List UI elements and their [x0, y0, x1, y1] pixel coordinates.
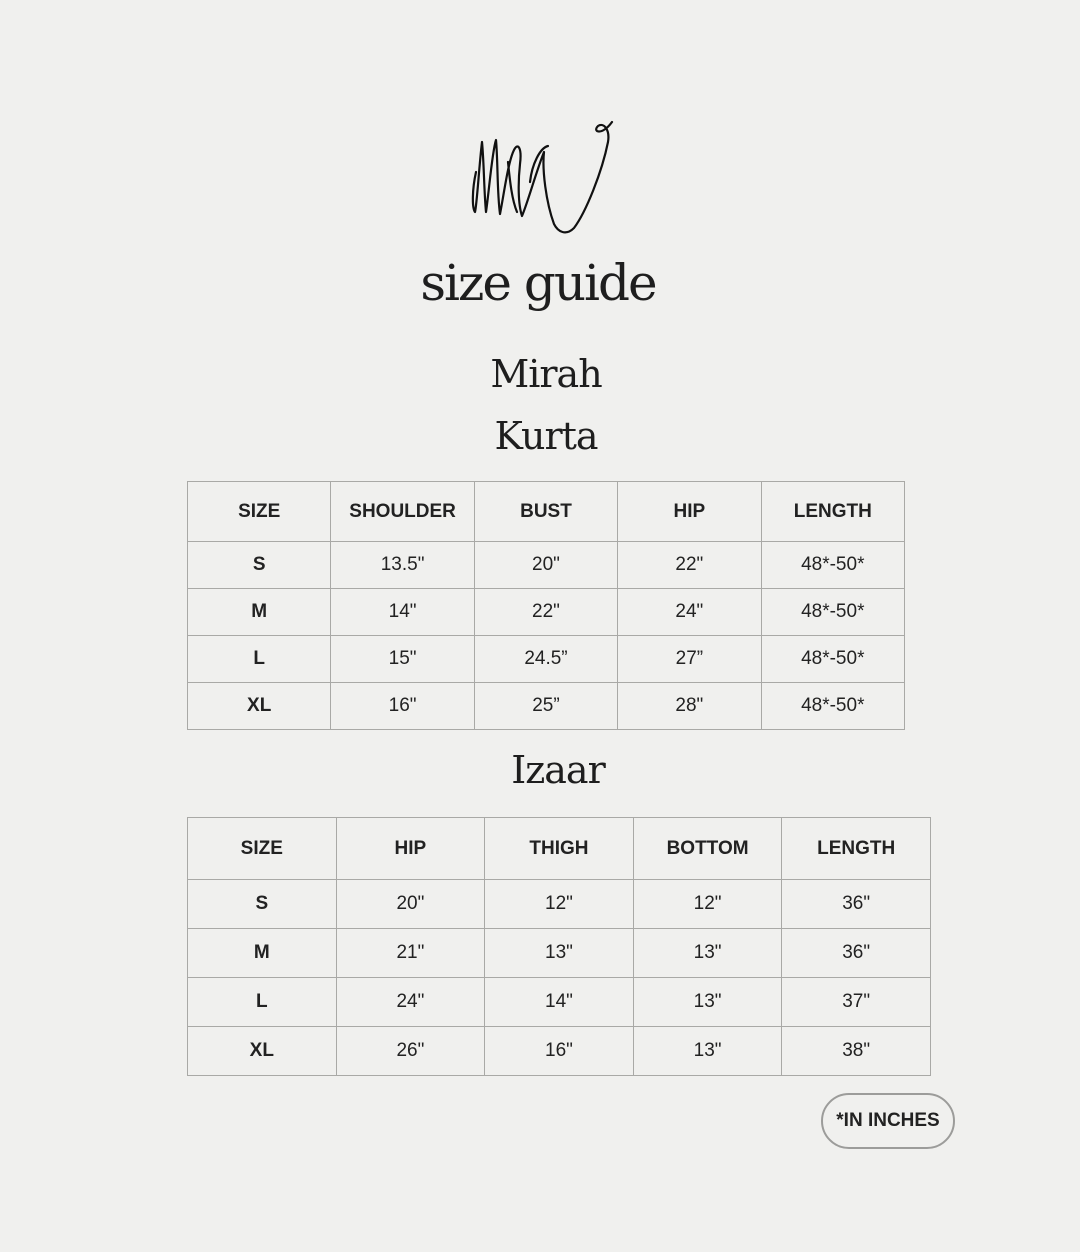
table-row: [188, 589, 905, 636]
table-cell: 21": [336, 929, 485, 978]
table-cell: 28": [618, 683, 761, 730]
column-header: HIP: [336, 818, 485, 880]
size-label: L: [188, 978, 337, 1027]
table-cell: 12": [633, 880, 782, 929]
table-cell: 16": [331, 683, 474, 730]
table-cell: 15": [331, 636, 474, 683]
collection-name: Mirah: [490, 352, 602, 396]
brand-signature-logo: [462, 112, 622, 242]
table-cell: 25”: [474, 683, 617, 730]
size-label: M: [188, 929, 337, 978]
table-cell: 12": [485, 880, 634, 929]
table-cell: 48*-50*: [761, 589, 904, 636]
column-header: SHOULDER: [331, 482, 474, 542]
table-cell: 14": [331, 589, 474, 636]
table-cell: 36": [782, 929, 931, 978]
units-note-badge: *IN INCHES: [821, 1093, 955, 1149]
table-cell: 14": [485, 978, 634, 1027]
column-header: SIZE: [188, 482, 331, 542]
izaar-size-table: [187, 817, 931, 1076]
table-cell: 24": [336, 978, 485, 1027]
kurta-size-table: [187, 481, 905, 730]
table-cell: 38": [782, 1027, 931, 1076]
table-cell: 22": [474, 589, 617, 636]
table-cell: 36": [782, 880, 931, 929]
table-cell: 13": [633, 1027, 782, 1076]
table-cell: 48*-50*: [761, 542, 904, 589]
table-cell: 48*-50*: [761, 683, 904, 730]
table-cell: 24.5”: [474, 636, 617, 683]
table-row: [188, 929, 931, 978]
table-cell: 13": [485, 929, 634, 978]
column-header: LENGTH: [782, 818, 931, 880]
table-header-row: [188, 818, 931, 880]
column-header: BUST: [474, 482, 617, 542]
page-title: size guide: [420, 254, 656, 312]
table-row: [188, 978, 931, 1027]
table-row: [188, 542, 905, 589]
size-label: XL: [188, 1027, 337, 1076]
table-row: [188, 1027, 931, 1076]
size-label: M: [188, 589, 331, 636]
size-label: S: [188, 880, 337, 929]
column-header: THIGH: [485, 818, 634, 880]
table-cell: 20": [336, 880, 485, 929]
size-label: S: [188, 542, 331, 589]
table-cell: 16": [485, 1027, 634, 1076]
column-header: HIP: [618, 482, 761, 542]
column-header: BOTTOM: [633, 818, 782, 880]
column-header: SIZE: [188, 818, 337, 880]
table-cell: 20": [474, 542, 617, 589]
table-cell: 13": [633, 929, 782, 978]
table-cell: 27”: [618, 636, 761, 683]
izaar-section-heading: Izaar: [511, 748, 605, 792]
table-cell: 22": [618, 542, 761, 589]
table-cell: 26": [336, 1027, 485, 1076]
table-cell: 37": [782, 978, 931, 1027]
table-cell: 13.5": [331, 542, 474, 589]
size-label: XL: [188, 683, 331, 730]
column-header: LENGTH: [761, 482, 904, 542]
table-row: [188, 880, 931, 929]
table-header-row: [188, 482, 905, 542]
table-cell: 24": [618, 589, 761, 636]
size-label: L: [188, 636, 331, 683]
table-cell: 13": [633, 978, 782, 1027]
table-row: [188, 683, 905, 730]
kurta-section-heading: Kurta: [494, 414, 598, 458]
table-cell: 48*-50*: [761, 636, 904, 683]
table-row: [188, 636, 905, 683]
